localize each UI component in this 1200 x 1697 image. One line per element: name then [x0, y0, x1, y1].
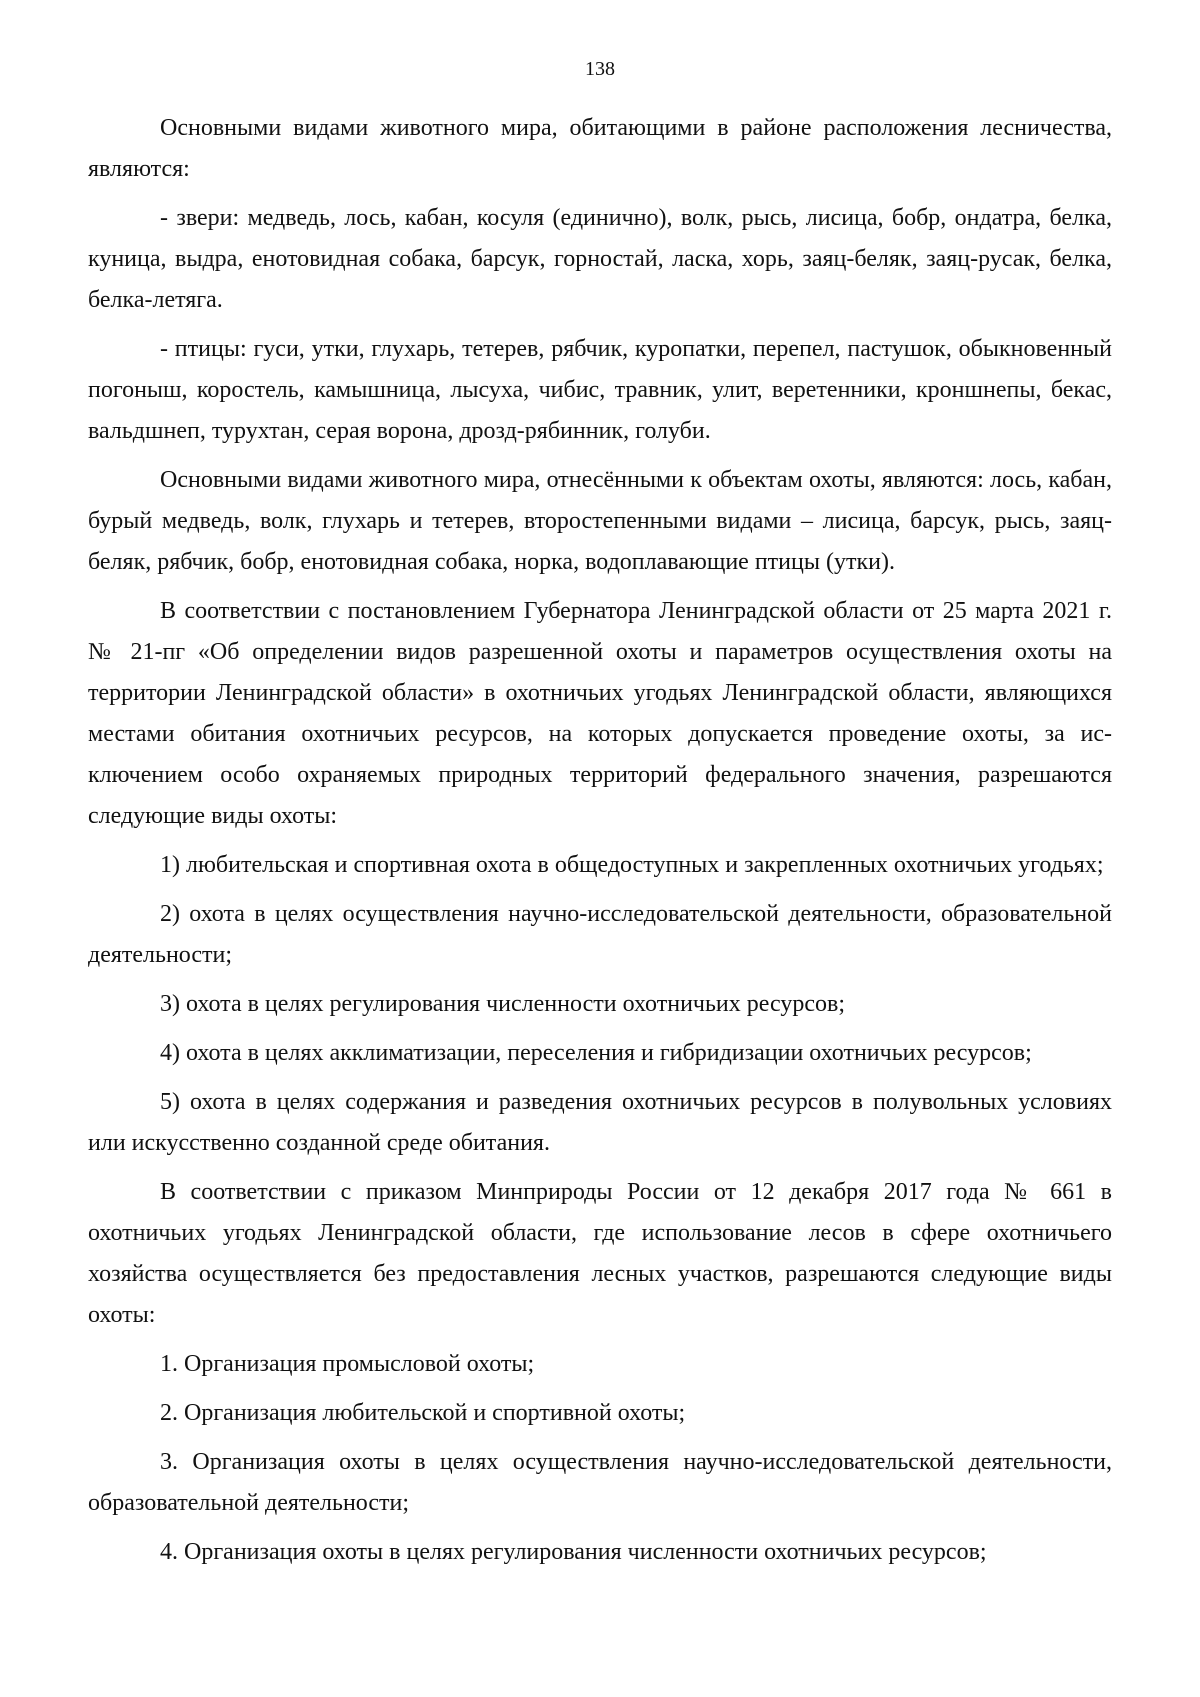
list-item-organization-3: 3. Организация охоты в целях осуществления научно-исследовательской деятельности, образовательной деятельности;: [88, 1449, 1112, 1516]
list-item-hunting-type-2: 2) охота в целях осуществления научно-исследовательской деятельности, образовательной деятельности;: [88, 901, 1112, 968]
list-item-organization-2: 2. Организация любительской и спортивной охоты;: [160, 1400, 686, 1426]
page-number: 138: [585, 58, 615, 80]
paragraph-game-species: Основными видами животного мира, отнесёнными к объектам охоты, являются: лось, кабан, бурый медведь, волк, глухарь и тетерев, второстепенными видами – лисица, барсук, рысь, заяц-беляк, рябчик, бобр, енотовидная собака, норка, водоплавающие птицы (утки).: [88, 467, 1112, 575]
list-item-hunting-type-4: 4) охота в целях акклиматизации, переселения и гибридизации охотничьих ресурсов;: [160, 1040, 1032, 1066]
paragraph-ministry-order: В соответствии с приказом Минприроды России от 12 декабря 2017 года № 661 в охотничьих угодьях Ленинградской области, где использование лесов в сфере охотничьего хозяйства осуществляется без предоставления лесных участков, разрешаются следующие виды охоты:: [88, 1179, 1112, 1328]
paragraph-birds-list: - птицы: гуси, утки, глухарь, тетерев, рябчик, куропатки, перепел, пастушок, обыкновенный погоныш, коростель, камышница, лысуха, чибис, травник, улит, веретенники, кроншнепы, бекас, вальдшнеп, турухтан, серая ворона, дрозд-рябинник, голуби.: [88, 336, 1112, 444]
document-body: [88, 108, 1112, 1581]
paragraph-mammals-list: - звери: медведь, лось, кабан, косуля (единично), волк, рысь, лисица, бобр, ондатра, белка, куница, выдра, енотовидная собака, барсук, горностай, ласка, хорь, заяц-беляк, заяц-русак, белка, белка-летяга.: [88, 205, 1112, 313]
list-item-hunting-type-1: 1) любительская и спортивная охота в общедоступных и закрепленных охотничьих угодьях;: [160, 852, 1104, 878]
list-item-hunting-type-5: 5) охота в целях содержания и разведения охотничьих ресурсов в полувольных условиях или искусственно созданной среде обитания.: [88, 1089, 1112, 1156]
list-item-organization-4: 4. Организация охоты в целях регулирования численности охотничьих ресурсов;: [160, 1539, 987, 1565]
list-item-organization-1: 1. Организация промысловой охоты;: [160, 1351, 535, 1377]
paragraph-fauna-intro: Основными видами животного мира, обитающими в районе расположения лесничества, являются:: [88, 115, 1112, 182]
paragraph-governor-decree: В соответствии с постановлением Губернатора Ленинградской области от 25 марта 2021 г. № 21-пг «Об определении видов разрешенной охоты и параметров осуществления охоты на территории Ленинградской области» в охотничьих угодьях Ленинградской области, являющихся местами обитания охотничьих ресурсов, на которых допускается проведение охоты, за исключением особо охраняемых природных территорий федерального значения, разрешаются следующие виды охоты:: [88, 598, 1112, 829]
list-item-hunting-type-3: 3) охота в целях регулирования численности охотничьих ресурсов;: [160, 991, 846, 1017]
